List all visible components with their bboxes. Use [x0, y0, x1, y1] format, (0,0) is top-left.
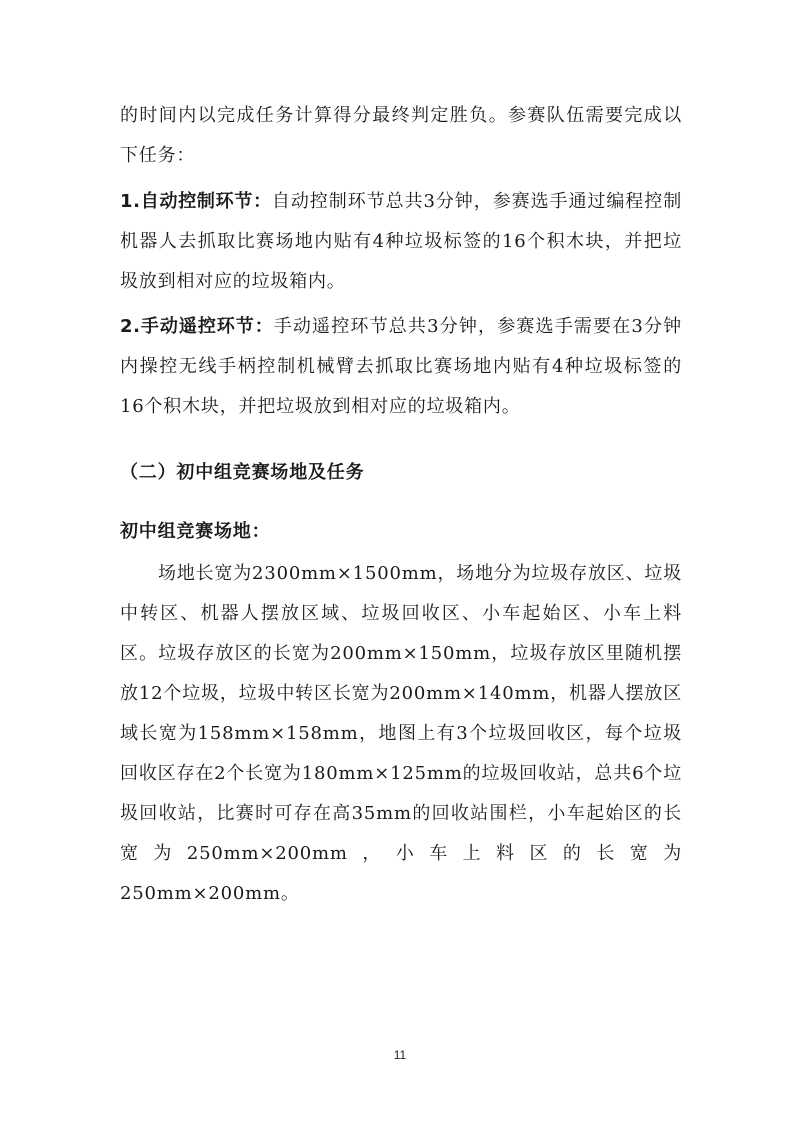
task-item-2-text: 手动遥控环节总共3分钟，参赛选手需要在3分钟内操控无线手柄控制机械臂去抓取比赛场地内贴有4种垃圾标签的16个积木块，并把垃圾放到相对应的垃圾箱内。 — [120, 316, 682, 417]
venue-description: 场地长宽为2300mm×1500mm，场地分为垃圾存放区、垃圾中转区、机器人摆放区域、垃圾回收区、小车起始区、小车上料区。垃圾存放区的长宽为200mm×150mm，垃圾存放区里随机摆放12个垃圾，垃圾中转区长宽为200mm×140mm，机器人摆放区域长宽为158mm×158mm，地图上有3个垃圾回收区，每个垃圾回收区存在2个长宽为180mm×125mm的垃圾回收站，总共6个垃圾回收站，比赛时可存在高35mm的回收站围栏，小车起始区的长宽为250mm×200mm，小车上料区的长宽为250mm×200mm。 — [120, 563, 682, 904]
section-subheading: 初中组竞赛场地： — [120, 521, 271, 542]
task-item-1-text: 自动控制环节总共3分钟，参赛选手通过编程控制机器人去抓取比赛场地内贴有4种垃圾标签的16个积木块，并把垃圾放到相对应的垃圾箱内。 — [120, 191, 682, 292]
section-heading: （二）初中组竞赛场地及任务 — [120, 462, 365, 483]
task-item-1 — [120, 182, 682, 302]
page-number: 11 — [393, 1048, 407, 1062]
task-item-2 — [120, 307, 682, 427]
task-item-2-label: 2.手动遥控环节： — [120, 316, 274, 337]
intro-paragraph: 的时间内以完成任务计算得分最终判定胜负。参赛队伍需要完成以下任务： — [120, 105, 682, 166]
task-item-1-label: 1.自动控制环节： — [120, 191, 272, 212]
